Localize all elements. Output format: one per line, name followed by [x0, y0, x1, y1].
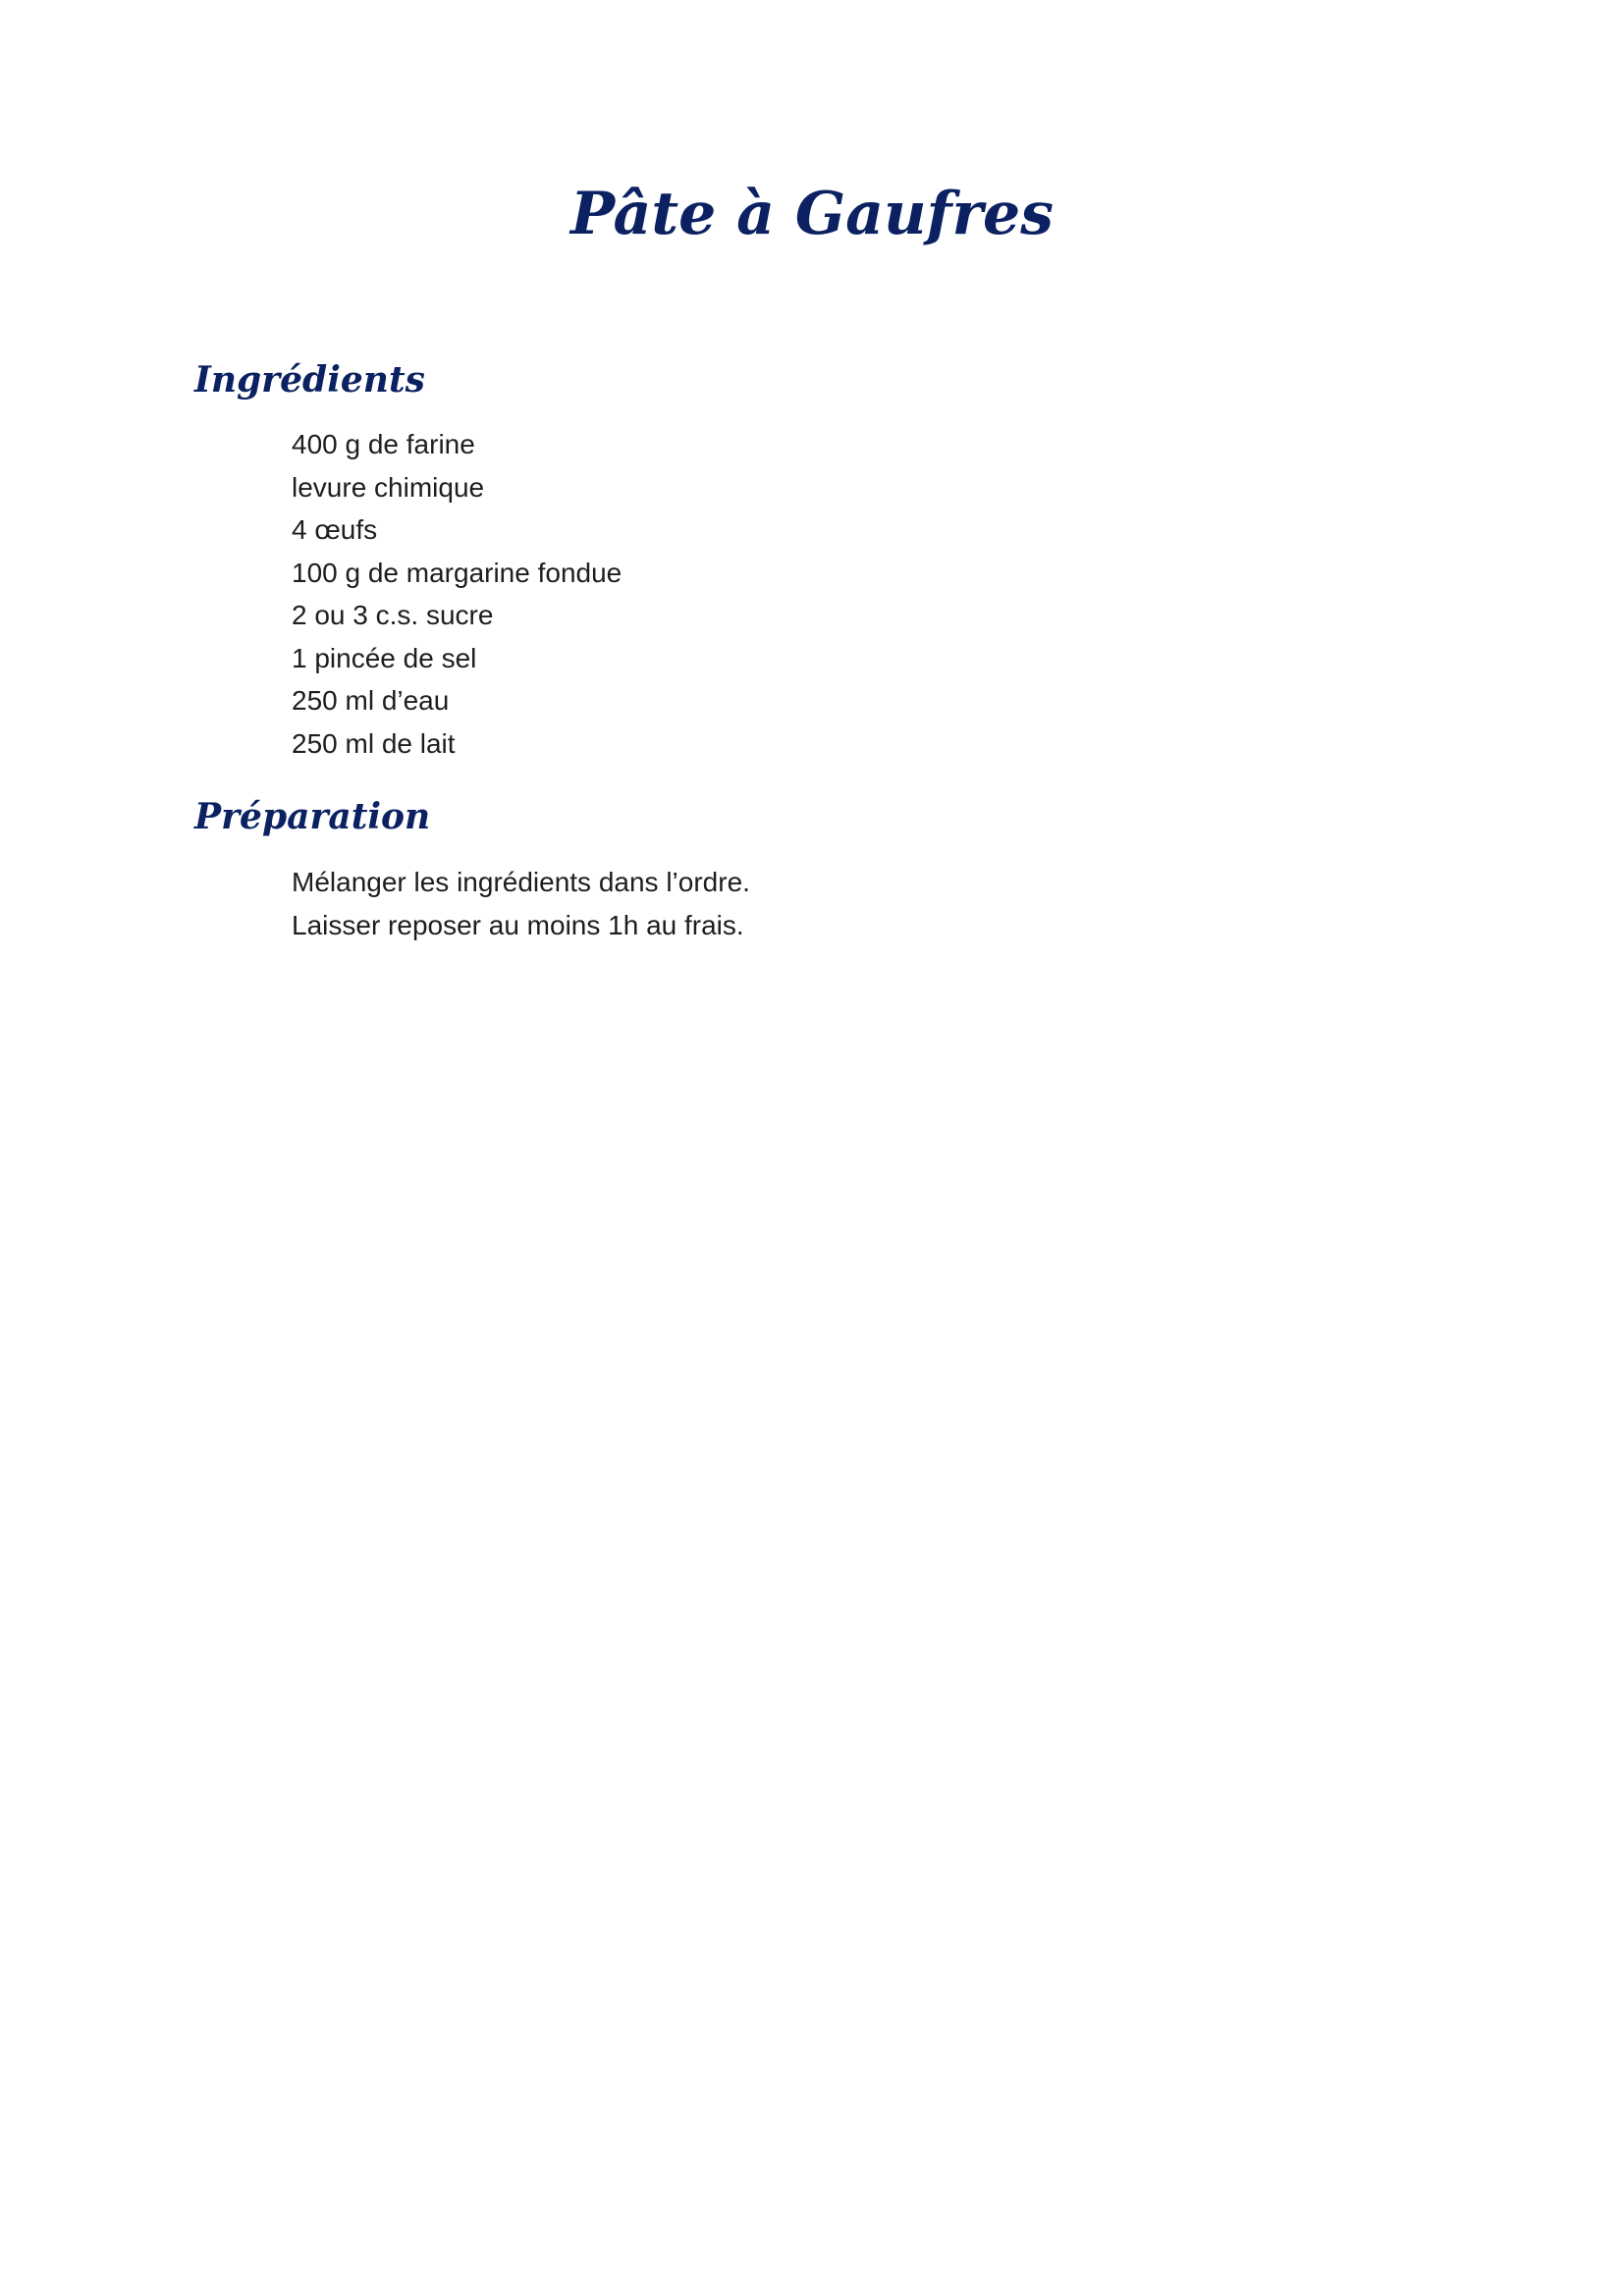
ingredients-list: [292, 423, 622, 765]
preparation-step: Mélanger les ingrédients dans l’ordre.: [292, 867, 750, 897]
ingredient-item: 400 g de farine: [292, 429, 475, 459]
preparation-step: Laisser reposer au moins 1h au frais.: [292, 909, 744, 940]
preparation-heading: Préparation: [194, 796, 431, 837]
ingredient-item: 4 œufs: [292, 514, 378, 545]
preparation-steps: [292, 861, 750, 946]
recipe-title: Pâte à Gaufres: [569, 180, 1055, 248]
ingredient-item: 2 ou 3 c.s. sucre: [292, 600, 494, 630]
ingredient-item: 250 ml de lait: [292, 727, 456, 759]
ingredient-item: 100 g de margarine fondue: [292, 557, 623, 588]
ingredient-item: levure chimique: [292, 471, 485, 503]
ingredients-heading: Ingrédients: [194, 359, 425, 400]
ingredient-item: 1 pincée de sel: [292, 642, 477, 673]
ingredient-item: 250 ml d’eau: [292, 685, 450, 716]
